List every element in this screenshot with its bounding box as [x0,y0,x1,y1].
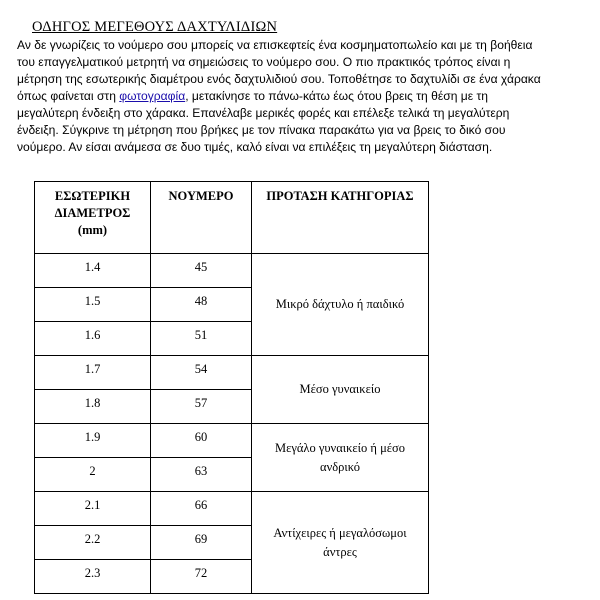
document-title: ΟΔΗΓΟΣ ΜΕΓΕΘΟΥΣ ΔΑΧΤΥΛΙΔΙΩΝ [32,19,278,35]
number-cell: 48 [151,288,252,322]
category-cell: Μέσο γυναικείο [252,356,429,424]
number-cell: 51 [151,322,252,356]
diameter-cell: 1.6 [35,322,151,356]
diameter-cell: 1.8 [35,390,151,424]
paragraph-line [17,88,600,105]
paragraph-text: , μετακίνησε το πάνω-κάτω έως ότου βρεις τη θέση με τη [185,89,488,103]
number-cell: 72 [151,560,252,594]
paragraph-line: Αν δε γνωρίζεις το νούμερο σου μπορείς να επισκεφτείς ένα κοσμηματοπωλείο και με τη βοήθεια [17,38,533,52]
number-cell: 69 [151,526,252,560]
number-cell: 66 [151,492,252,526]
diameter-cell: 2.1 [35,492,151,526]
number-cell: 57 [151,390,252,424]
paragraph-line: μέτρηση της εσωτερικής διαμέτρου ενός δαχτυλιδιού σου. Τοποθέτησε το δαχτυλίδι σε ένα χάρακα [17,72,541,86]
diameter-cell: 2.3 [35,560,151,594]
category-cell: Μεγάλο γυναικείο ή μέσο ανδρικό [252,424,429,492]
diameter-cell: 2 [35,458,151,492]
diameter-cell: 1.7 [35,356,151,390]
ring-size-table [34,181,429,594]
table-row [35,492,429,526]
table-row [35,424,429,458]
photo-link[interactable]: φωτογραφία [119,89,186,103]
category-cell: Αντίχειρες ή μεγαλόσωμοι άντρες [252,492,429,594]
header-number: ΝΟΥΜΕΡΟ [151,182,252,254]
intro-paragraph [17,37,600,156]
number-cell: 54 [151,356,252,390]
paragraph-text: όπως φαίνεται στη [17,89,120,103]
diameter-cell: 1.4 [35,254,151,288]
header-category: ΠΡΟΤΑΣΗ ΚΑΤΗΓΟΡΙΑΣ [252,182,429,254]
paragraph-line: ένδειξη. Σύγκρινε τη μέτρηση που βρήκες με τον πίνακα παρακάτω για να βρεις το δικό σου [17,123,506,137]
diameter-cell: 2.2 [35,526,151,560]
number-cell: 45 [151,254,252,288]
diameter-cell: 1.5 [35,288,151,322]
number-cell: 60 [151,424,252,458]
header-inner-diameter: ΕΣΩΤΕΡΙΚΗ ΔΙΑΜΕΤΡΟΣ (mm) [35,182,151,254]
category-cell: Μικρό δάχτυλο ή παιδικό [252,254,429,356]
paragraph-line: νούμερο. Αν είσαι ανάμεσα σε δυο τιμές, καλό είναι να επιλέξεις τη μεγαλύτερη διάσταση. [17,140,493,154]
diameter-cell: 1.9 [35,424,151,458]
number-cell: 63 [151,458,252,492]
table-row [35,254,429,288]
paragraph-line: του επαγγελματικού μετρητή να σημειώσεις το νούμερο σου. Ο πιο πρακτικός τρόπος είναι η [17,55,511,69]
table-row [35,356,429,390]
paragraph-line: μεγαλύτερη ένδειξη στο χάρακα. Επανέλαβε μερικές φορές και επέλεξε τελικά τη μεγαλύτερη [17,106,510,120]
table-header-row [35,182,429,254]
